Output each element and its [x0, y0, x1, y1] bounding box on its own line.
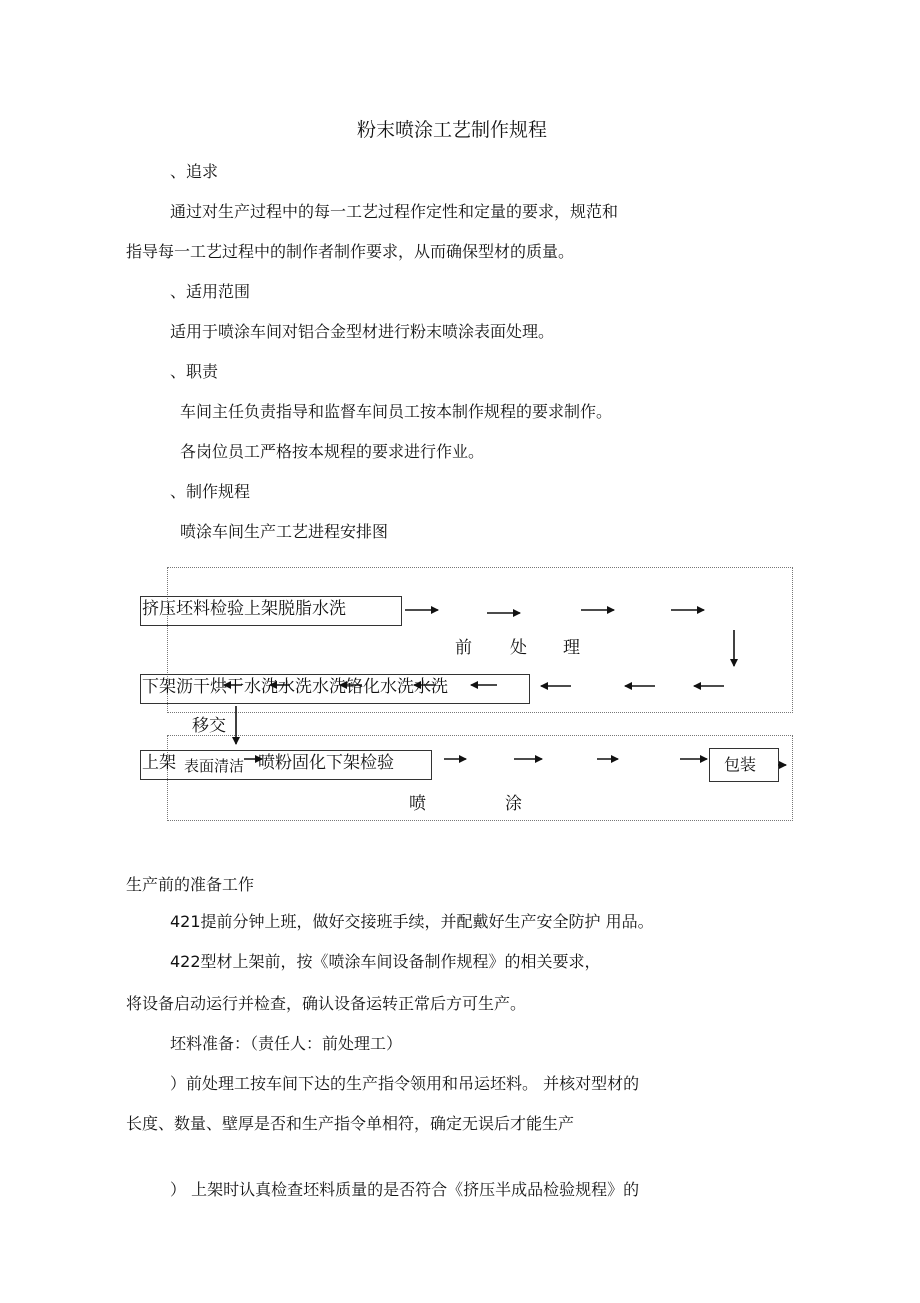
paragraph-text: 指导每一工艺过程中的制作者制作要求，从而确保型材的质量。 [126, 242, 575, 261]
pretreatment-char-3: 理 [563, 638, 580, 658]
paragraph-422-line2: 将设备启动运行并检查，确认设备运转正常后方可生产。 [126, 994, 527, 1013]
page-title: 粉末喷涂工艺制作规程 [357, 119, 548, 141]
paragraph-421: 421提前分钟上班，做好交接班手续，并配戴好生产安全防护 用品。 [170, 912, 654, 931]
billet-item2-line1: ） 上架时认真检查坯料质量的是否符合《挤压半成品检验规程》的 [170, 1180, 640, 1199]
paragraph-text: 通过对生产过程中的每一工艺过程作定性和定量的要求，规范和 [170, 202, 619, 221]
row1-process-label: 挤压坯料检验上架脱脂水洗 [142, 599, 346, 619]
row2-process-label: 下架沥干烘干水洗水洗水洗铬化水洗水洗 [142, 677, 448, 697]
paragraph-422-line1: 422型材上架前，按《喷涂车间设备制作规程》的相关要求， [170, 952, 601, 971]
billet-item1-line2: 长度、数量、壁厚是否和生产指令单相符，确定无误后才能生产 [126, 1114, 575, 1133]
billet-heading: 坯料准备：（责任人：前处理工） [170, 1034, 403, 1053]
paragraph-text: 各岗位员工严格按本规程的要求进行作业。 [180, 442, 485, 461]
billet-item1-line1: ）前处理工按车间下达的生产指令领用和吊运坯料。 并核对型材的 [170, 1074, 640, 1093]
spray-char-1: 喷 [409, 794, 426, 814]
section-heading-procedure: 、制作规程 [170, 482, 251, 501]
row3-label-part2: 表面清洁 [184, 757, 245, 775]
transfer-label: 移交 [192, 716, 226, 736]
diagram-caption: 喷涂车间生产工艺进程安排图 [180, 522, 389, 541]
spray-char-2: 涂 [505, 794, 522, 814]
pretreatment-char-2: 处 [510, 638, 527, 658]
pretreatment-char-1: 前 [455, 638, 472, 658]
paragraph-text: 车间主任负责指导和监督车间员工按本制作规程的要求制作。 [180, 402, 613, 421]
pack-label: 包装 [724, 755, 757, 774]
prep-heading: 生产前的准备工作 [126, 875, 255, 894]
paragraph-text: 适用于喷涂车间对铝合金型材进行粉末喷涂表面处理。 [170, 322, 555, 341]
section-heading-duties: 、职责 [170, 362, 219, 381]
row3-label-part3: 喷粉固化下架检验 [258, 753, 394, 773]
section-heading-scope: 、适用范围 [170, 282, 251, 301]
section-heading-pursuit: 、追求 [170, 162, 219, 181]
row3-label-part1: 上架 [142, 753, 176, 773]
